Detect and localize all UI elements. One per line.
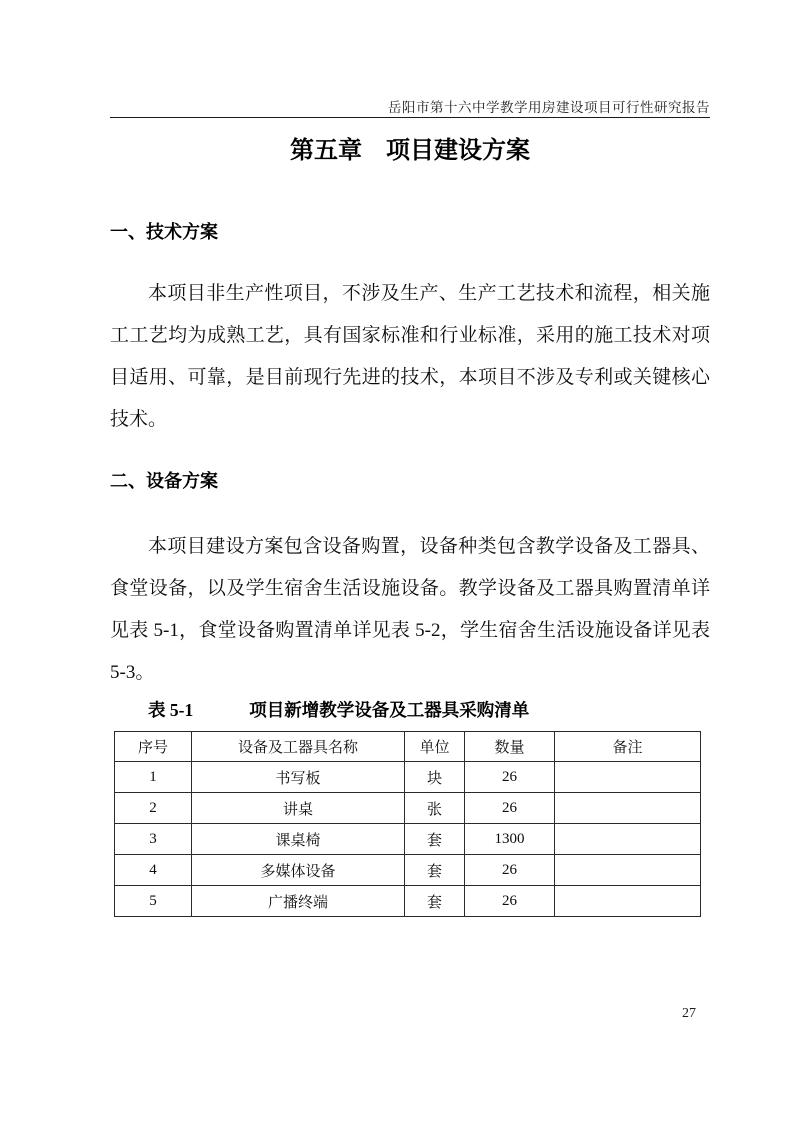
column-header-equipment-name: 设备及工器具名称 xyxy=(192,732,405,762)
cell-index: 4 xyxy=(115,855,192,886)
column-header-quantity: 数量 xyxy=(465,732,555,762)
cell-equipment-name: 课桌椅 xyxy=(192,824,405,855)
cell-index: 2 xyxy=(115,793,192,824)
cell-equipment-name: 讲桌 xyxy=(192,793,405,824)
cell-index: 3 xyxy=(115,824,192,855)
cell-equipment-name: 多媒体设备 xyxy=(192,855,405,886)
paragraph-equipment-plan: 本项目建设方案包含设备购置，设备种类包含教学设备及工器具、食堂设备，以及学生宿舍生活设施设备。教学设备及工器具购置清单详见表 5-1，食堂设备购置清单详见表 5-2，学生宿舍生活设施设备详见表 5-3。 xyxy=(110,536,710,683)
table-row xyxy=(115,855,701,886)
cell-quantity: 26 xyxy=(465,855,555,886)
table-caption xyxy=(148,699,529,721)
cell-quantity: 26 xyxy=(465,886,555,917)
table-header-row xyxy=(115,732,701,762)
table-row xyxy=(115,762,701,793)
column-header-remarks: 备注 xyxy=(555,732,701,762)
cell-unit: 套 xyxy=(405,855,465,886)
column-header-index: 序号 xyxy=(115,732,192,762)
cell-remarks xyxy=(555,824,701,855)
header-rule xyxy=(110,117,710,118)
cell-remarks xyxy=(555,762,701,793)
column-header-unit: 单位 xyxy=(405,732,465,762)
cell-unit: 套 xyxy=(405,886,465,917)
cell-remarks xyxy=(555,793,701,824)
equipment-procurement-table xyxy=(114,731,701,917)
cell-equipment-name: 书写板 xyxy=(192,762,405,793)
table-row xyxy=(115,793,701,824)
paragraph-technical-plan: 本项目非生产性项目，不涉及生产、生产工艺技术和流程，相关施工工艺均为成熟工艺，具有国家标准和行业标准，采用的施工技术对项目适用、可靠，是目前现行先进的技术，本项目不涉及专利或关键核心技术。 xyxy=(110,283,710,430)
chapter-title: 第五章 项目建设方案 xyxy=(290,137,530,164)
cell-index: 1 xyxy=(115,762,192,793)
page-number: 27 xyxy=(682,1006,696,1021)
running-header-text: 岳阳市第十六中学教学用房建设项目可行性研究报告 xyxy=(388,100,710,115)
cell-equipment-name: 广播终端 xyxy=(192,886,405,917)
cell-remarks xyxy=(555,886,701,917)
table-row xyxy=(115,886,701,917)
cell-unit: 套 xyxy=(405,824,465,855)
cell-remarks xyxy=(555,855,701,886)
cell-quantity: 1300 xyxy=(465,824,555,855)
table-title: 项目新增教学设备及工器具采购清单 xyxy=(249,700,530,720)
section-heading-equipment-plan: 二、设备方案 xyxy=(110,471,218,491)
table-label: 表 5-1 xyxy=(148,700,194,720)
table-row xyxy=(115,824,701,855)
section-heading-technical-plan: 一、技术方案 xyxy=(110,222,218,242)
cell-unit: 块 xyxy=(405,762,465,793)
running-header xyxy=(110,96,710,116)
cell-unit: 张 xyxy=(405,793,465,824)
cell-index: 5 xyxy=(115,886,192,917)
cell-quantity: 26 xyxy=(465,762,555,793)
cell-quantity: 26 xyxy=(465,793,555,824)
